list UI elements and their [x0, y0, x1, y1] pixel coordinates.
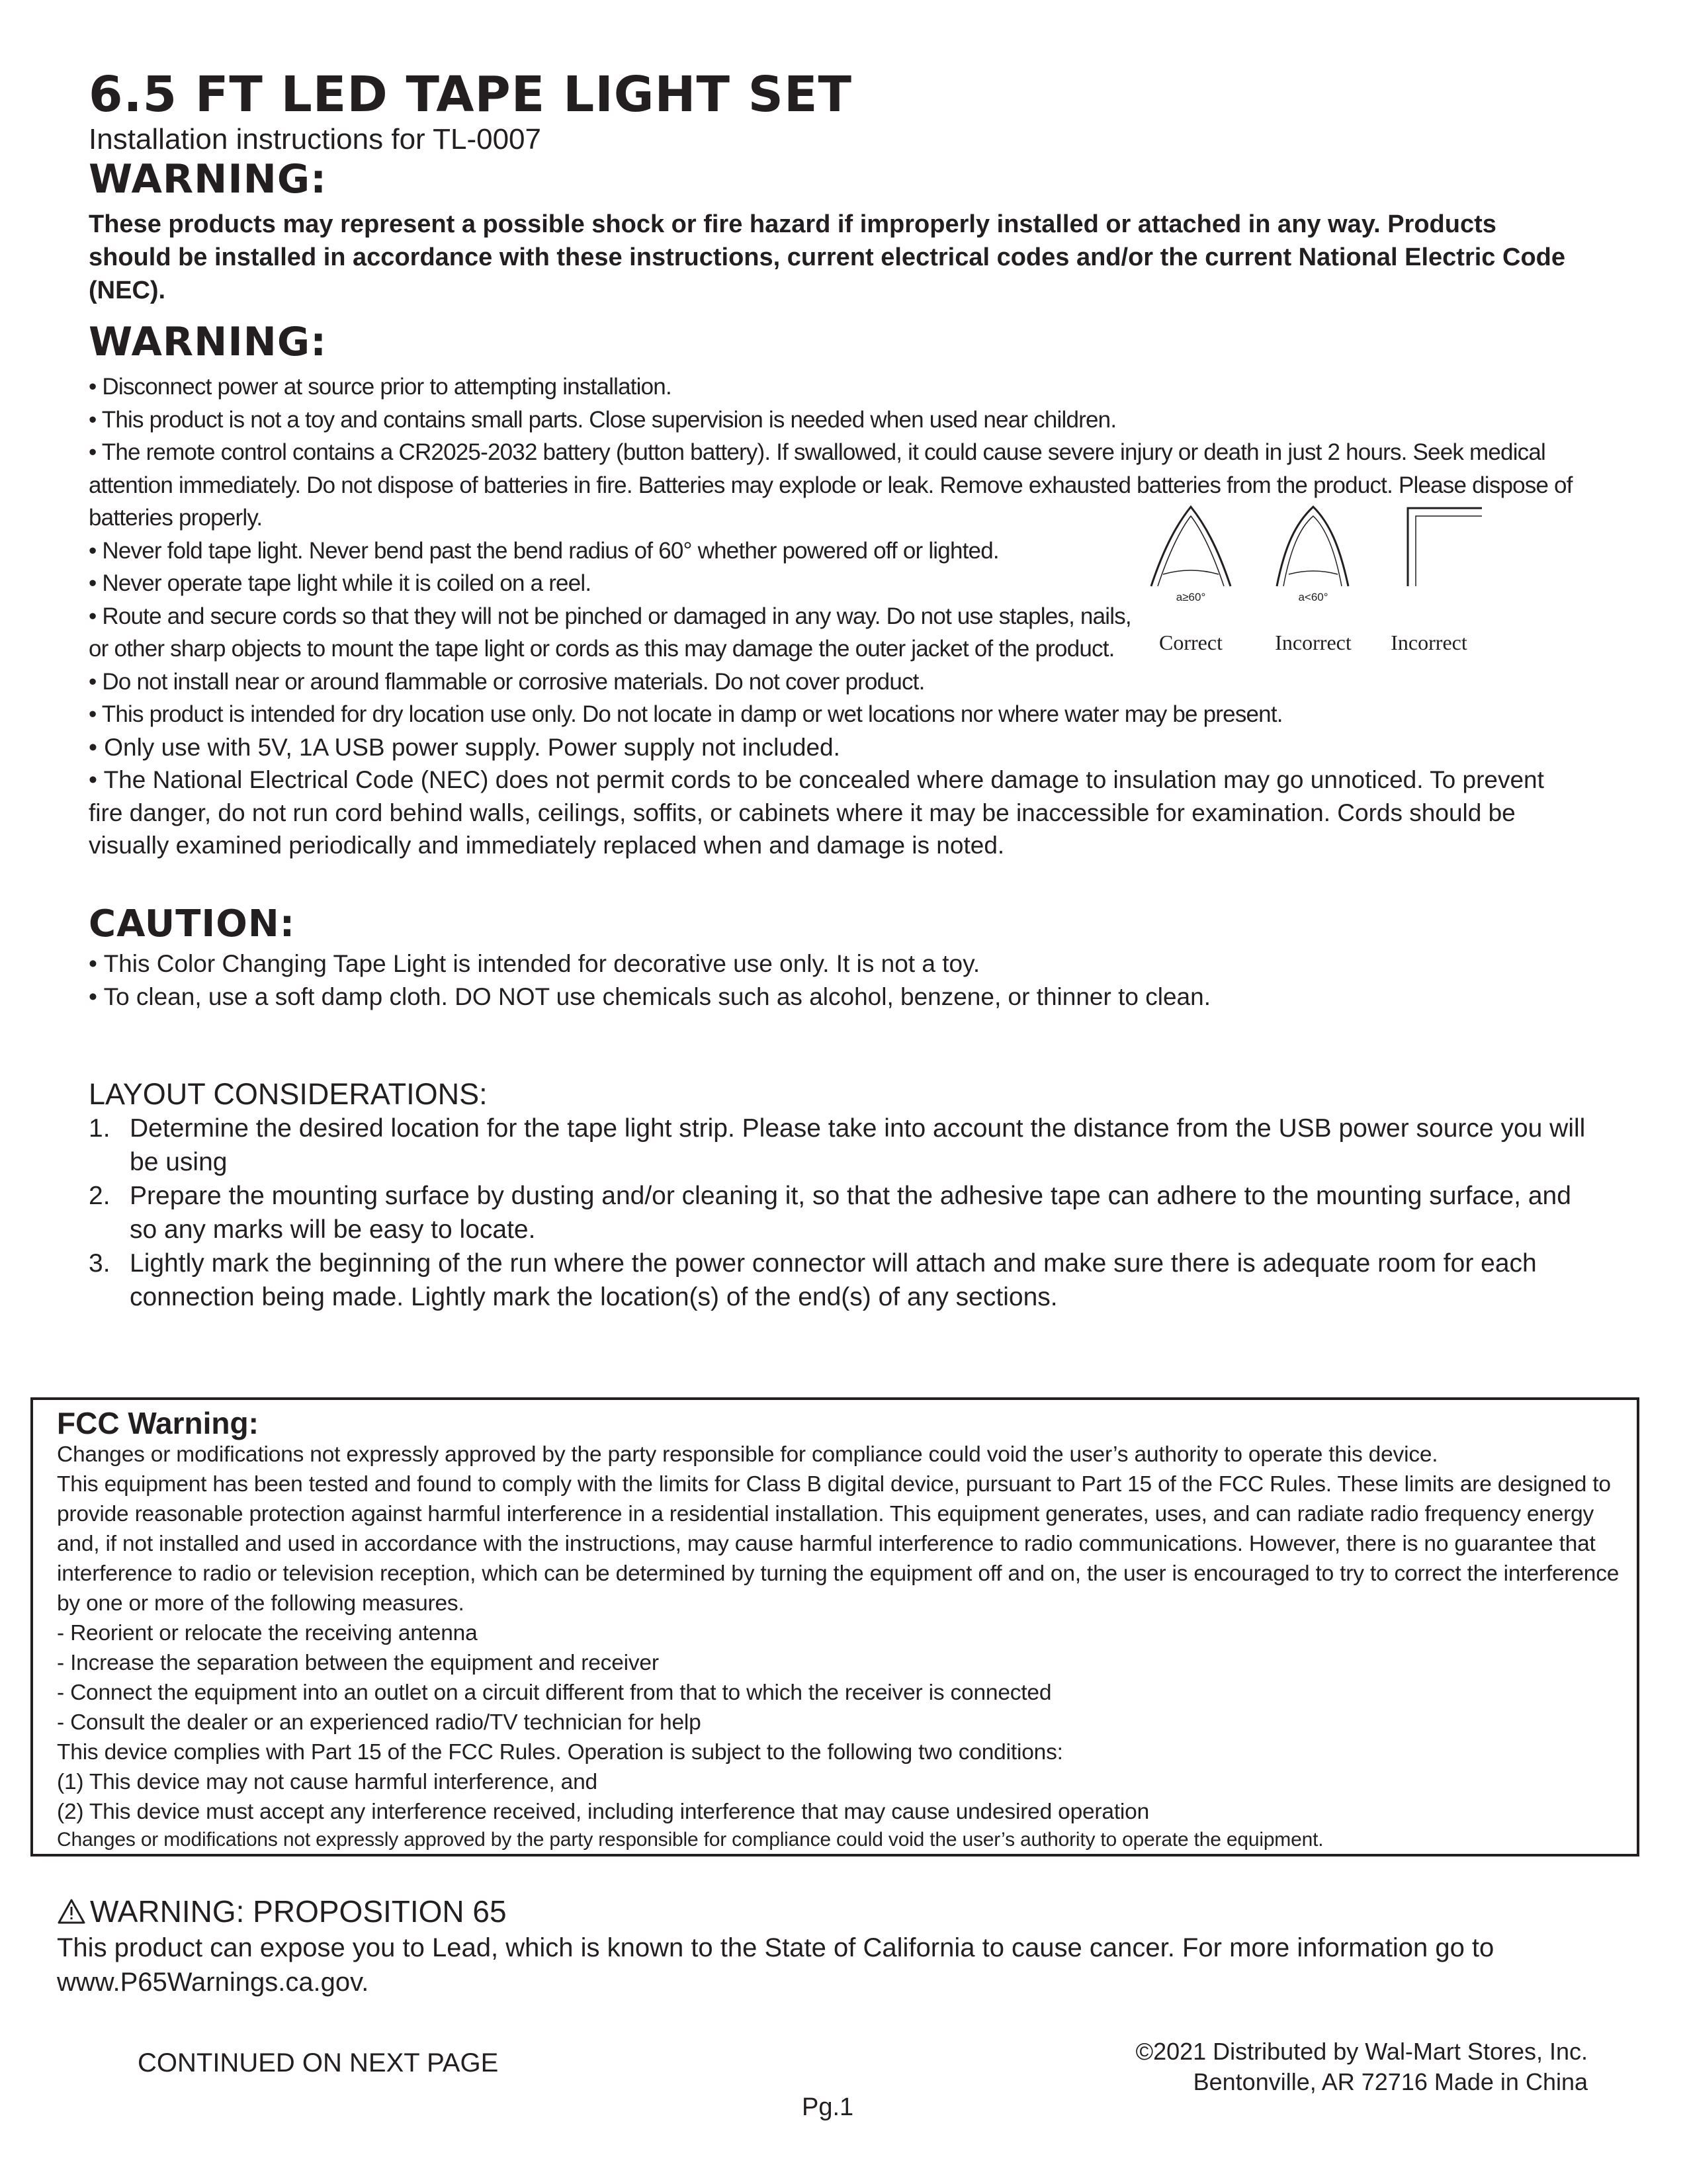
warning-item: • Never fold tape light. Never bend past the bend radius of 60° whether powered off or lighted.	[89, 537, 999, 564]
fcc-line: - Connect the equipment into an outlet on a circuit different from that to which the receiver is connected	[57, 1681, 1052, 1705]
warning-item: • Only use with 5V, 1A USB power supply. Power supply not included.	[89, 733, 840, 761]
layout-item-text: Prepare the mounting surface by dusting and/or cleaning it, so that the adhesive tape can adhere to the mounting surface, and so any marks will be easy to locate.	[130, 1182, 1571, 1244]
fcc-line: This equipment has been tested and found to comply with the limits for Class B digital device, pursuant to Part 15 of the FCC Rules. These limits are designed to provide reasonable protection against harmful interference in a residential installation. This equipment generates, uses, and can radiate radio frequency energy and, if not installed and used in accordance with the instructions, may cause harmful interference to radio communications. However, there is no guarantee that interference to radio or television reception, which can be determined by turning the equipment off and on, the user is encouraged to try to correct the interference by one or more of the following measures.	[57, 1472, 1620, 1616]
fcc-body	[57, 1440, 1631, 1827]
prop65-text: This product can expose you to Lead, which is known to the State of California to cause cancer. For more information go to www.P65Warnings.ca.gov.	[57, 1933, 1494, 1997]
layout-item-number: 3.	[89, 1249, 110, 1278]
layout-item-text: Determine the desired location for the tape light strip. Please take into account the distance from the USB power source you will be using	[130, 1114, 1586, 1176]
warning-item: • Disconnect power at source prior to attempting installation.	[89, 374, 671, 400]
warning-item: • Route and secure cords so that they will not be pinched or damaged in any way. Do not use staples, nails, or other sharp objects to mount the tape light or cords as this may damage the outer jacket of the product.	[89, 603, 1131, 662]
distributor-line: ©2021 Distributed by Wal-Mart Stores, Inc.	[1135, 2038, 1588, 2065]
incorrect-bend-figure	[1277, 507, 1348, 586]
fcc-line: - Consult the dealer or an experienced radio/TV technician for help	[57, 1710, 701, 1735]
fcc-line: - Increase the separation between the equipment and receiver	[57, 1651, 659, 1675]
warning-triangle-icon	[57, 1898, 86, 1925]
page-subtitle: Installation instructions for TL-0007	[89, 123, 541, 155]
layout-item-number: 1.	[89, 1114, 110, 1143]
continued-note: CONTINUED ON NEXT PAGE	[138, 2048, 499, 2077]
caution-heading: CAUTION:	[89, 902, 296, 945]
warning-item: • This product is not a toy and contains small parts. Close supervision is needed when used near children.	[89, 406, 1117, 433]
prop65-heading	[57, 1894, 507, 1929]
layout-item-number: 2.	[89, 1182, 110, 1210]
warning-item: • Do not install near or around flammable or corrosive materials. Do not cover product.	[89, 668, 925, 695]
warning-paragraph-1: These products may represent a possible shock or fire hazard if improperly installed or attached in any way. Products should be installed in accordance with these instructions, current electrical codes and/or the current National Electric Code (NEC).	[89, 210, 1565, 304]
warning-item: • This product is intended for dry location use only. Do not locate in damp or wet locations nor where water may be present.	[89, 701, 1283, 727]
warning-heading-1: WARNING:	[89, 156, 327, 202]
fcc-small-print: Changes or modifications not expressly approved by the party responsible for compliance could void the user’s authority to operate the equipment.	[57, 1829, 1324, 1851]
fcc-line: (2) This device must accept any interference received, including interference that may cause undesired operation	[57, 1800, 1150, 1824]
layout-item-text: Lightly mark the beginning of the run where the power connector will attach and make sure there is adequate room for each connection being made. Lightly mark the location(s) of the end(s) of any sections.	[130, 1249, 1537, 1311]
right-angle-fold-figure	[1408, 508, 1482, 586]
angle-label-correct: a≥60°	[1176, 591, 1206, 603]
warning-item: • Never operate tape light while it is coiled on a reel.	[89, 570, 591, 596]
caution-item: • This Color Changing Tape Light is intended for decorative use only. It is not a toy.	[89, 950, 980, 977]
caption-correct: Correct	[1159, 631, 1223, 654]
fcc-line: This device complies with Part 15 of the FCC Rules. Operation is subject to the following two conditions:	[57, 1740, 1063, 1765]
distributor-info	[1136, 2036, 1588, 2097]
caption-incorrect-1: Incorrect	[1275, 631, 1352, 654]
warning-item: • The remote control contains a CR2025-2032 battery (button battery). If swallowed, it could cause severe injury or death in just 2 hours. Seek medical attention immediately. Do not dispose of batteries in fire. Batteries may explode or leak. Remove exhausted batteries from the product. Please dispose of batteries properly.	[89, 439, 1573, 531]
angle-label-incorrect: a<60°	[1298, 591, 1328, 603]
layout-heading: LAYOUT CONSIDERATIONS:	[89, 1077, 488, 1111]
prop65-heading-text: WARNING: PROPOSITION 65	[90, 1894, 507, 1929]
layout-item	[89, 1112, 1590, 1179]
fcc-line: - Reorient or relocate the receiving antenna	[57, 1621, 478, 1645]
fcc-line: Changes or modifications not expressly approved by the party responsible for compliance could void the user’s authority to operate this device.	[57, 1442, 1438, 1467]
bend-radius-diagram	[1138, 494, 1508, 666]
layout-item	[89, 1246, 1590, 1314]
caption-incorrect-2: Incorrect	[1391, 631, 1467, 654]
layout-item	[89, 1179, 1590, 1246]
distributor-line: Bentonville, AR 72716 Made in China	[1193, 2068, 1588, 2095]
fcc-heading: FCC Warning:	[57, 1406, 259, 1440]
fcc-line: (1) This device may not cause harmful interference, and	[57, 1770, 597, 1794]
layout-list	[89, 1112, 1590, 1314]
warning-item: • The National Electrical Code (NEC) does not permit cords to be concealed where damage to insulation may go unnoticed. To prevent fire danger, do not run cord behind walls, ceilings, soffits, or cabinets where it may be inaccessible for examination. Cords should be visually examined periodically and immediately replaced when and damage is noted.	[89, 766, 1544, 859]
caution-item: • To clean, use a soft damp cloth. DO NOT use chemicals such as alcohol, benzene, or thinner to clean.	[89, 983, 1211, 1010]
page-number: Pg.1	[802, 2093, 854, 2121]
page-title: 6.5 FT LED TAPE LIGHT SET	[89, 66, 853, 123]
caution-list	[89, 947, 1211, 1014]
warning-heading-2: WARNING:	[89, 319, 327, 365]
correct-bend-figure	[1151, 507, 1231, 586]
